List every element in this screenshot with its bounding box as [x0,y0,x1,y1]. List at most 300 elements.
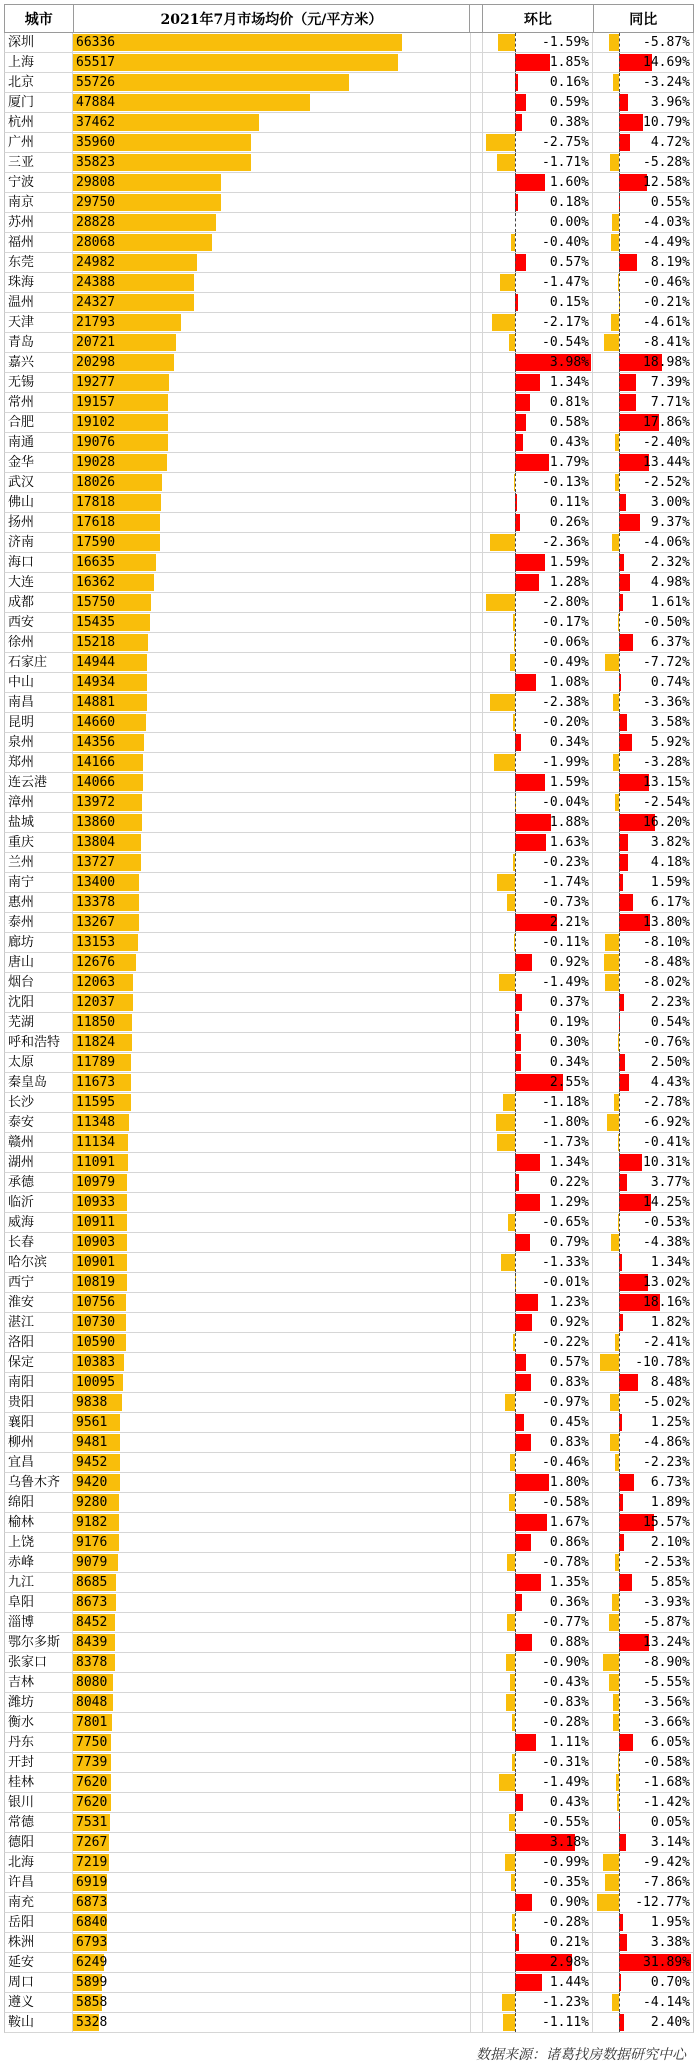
price-value: 13153 [76,935,116,950]
yoy-cell [593,1233,693,1252]
price-value: 5858 [76,1995,108,2010]
city-cell: 临沂 [5,1193,73,1212]
mom-axis [515,373,516,392]
mom-axis [515,1953,516,1972]
table-row [4,1713,694,1733]
yoy-value: -4.61% [643,315,690,330]
spacer-cell [471,1433,483,1452]
mom-bar [515,114,522,131]
mom-bar [515,994,522,1011]
yoy-axis [619,1433,620,1452]
mom-value: 1.34% [549,1155,589,1170]
mom-value: -0.49% [542,655,589,670]
mom-value: 0.83% [549,1375,589,1390]
yoy-cell [593,1273,693,1292]
data-source-note: 数据来源：诸葛找房数据研究中心 [476,2047,686,2063]
city-cell: 盐城 [5,813,73,832]
mom-axis [515,1753,516,1772]
table-row [4,1273,694,1293]
price-cell [73,473,471,492]
mom-bar [515,1154,540,1171]
mom-axis [515,253,516,272]
yoy-cell [593,1013,693,1032]
yoy-bar [619,1574,632,1591]
city-cell: 泰州 [5,913,73,932]
table-row [4,353,694,373]
city-cell: 许昌 [5,1873,73,1892]
spacer-cell [471,953,483,972]
mom-cell [483,1133,593,1152]
yoy-cell [593,353,693,372]
table-row [4,1033,694,1053]
yoy-axis [619,633,620,652]
mom-axis [515,1813,516,1832]
table-row [4,1133,694,1153]
city-cell: 银川 [5,1793,73,1812]
mom-value: -1.49% [542,1775,589,1790]
mom-cell [483,853,593,872]
yoy-bar [619,854,628,871]
city-cell: 金华 [5,453,73,472]
yoy-axis [619,733,620,752]
mom-cell [483,1313,593,1332]
price-bar [73,34,402,51]
yoy-value: -7.86% [643,1875,690,1890]
price-value: 14944 [76,655,116,670]
mom-value: -1.47% [542,275,589,290]
spacer-cell [471,1153,483,1172]
yoy-value: -5.55% [643,1675,690,1690]
mom-axis [515,473,516,492]
price-cell [73,1573,471,1592]
mom-value: -0.31% [542,1755,589,1770]
spacer-cell [471,1013,483,1032]
yoy-bar [619,1374,638,1391]
yoy-cell [593,613,693,632]
yoy-cell [593,1853,693,1872]
yoy-bar [619,1834,626,1851]
mom-axis [515,1933,516,1952]
table-row [4,933,694,953]
mom-value: -0.20% [542,715,589,730]
mom-value: 0.19% [549,1015,589,1030]
yoy-value: 3.38% [650,1935,690,1950]
mom-cell [483,373,593,392]
yoy-cell [593,393,693,412]
yoy-axis [619,1193,620,1212]
mom-cell [483,273,593,292]
yoy-value: -4.49% [643,235,690,250]
spacer-cell [471,1273,483,1292]
mom-value: 1.28% [549,575,589,590]
yoy-cell [593,1633,693,1652]
yoy-cell [593,813,693,832]
spacer-cell [471,693,483,712]
yoy-value: 8.48% [650,1375,690,1390]
yoy-cell [593,853,693,872]
price-cell [73,833,471,852]
price-value: 5328 [76,2015,108,2030]
yoy-cell [593,1393,693,1412]
spacer-cell [471,753,483,772]
price-value: 8080 [76,1675,108,1690]
city-cell: 九江 [5,1573,73,1592]
yoy-axis [619,133,620,152]
city-cell: 延安 [5,1953,73,1972]
price-cell [73,1653,471,1672]
price-value: 13804 [76,835,116,850]
mom-value: 0.92% [549,1315,589,1330]
mom-cell [483,213,593,232]
mom-cell [483,693,593,712]
yoy-bar [619,114,643,131]
price-value: 7620 [76,1795,108,1810]
spacer-cell [471,1813,483,1832]
table-row [4,1113,694,1133]
price-value: 10095 [76,1375,116,1390]
yoy-cell [593,1653,693,1672]
table-row [4,1633,694,1653]
city-cell: 秦皇岛 [5,1073,73,1092]
mom-axis [515,513,516,532]
spacer-cell [471,453,483,472]
price-cell [73,773,471,792]
price-value: 7801 [76,1715,108,1730]
price-cell [73,1973,471,1992]
price-cell [73,1373,471,1392]
price-cell [73,1533,471,1552]
city-cell: 兰州 [5,853,73,872]
yoy-cell [593,553,693,572]
mom-value: -0.13% [542,475,589,490]
mom-axis [515,1273,516,1292]
yoy-axis [619,1693,620,1712]
city-cell: 芜湖 [5,1013,73,1032]
spacer-cell [471,993,483,1012]
mom-value: 0.58% [549,415,589,430]
mom-axis [515,133,516,152]
price-value: 9420 [76,1475,108,1490]
table-row [4,1973,694,1993]
mom-cell [483,793,593,812]
mom-cell [483,533,593,552]
yoy-cell [593,93,693,112]
mom-axis [515,153,516,172]
mom-axis [515,353,516,372]
price-value: 10901 [76,1255,116,1270]
yoy-axis [619,1313,620,1332]
yoy-axis [619,1493,620,1512]
spacer-cell [471,1233,483,1252]
mom-axis [515,93,516,112]
mom-cell [483,293,593,312]
mom-bar [515,954,532,971]
mom-axis [515,453,516,472]
table-row [4,1073,694,1093]
yoy-value: 5.92% [650,735,690,750]
mom-bar [515,1434,531,1451]
mom-bar [515,254,526,271]
price-cell [73,1013,471,1032]
spacer-cell [471,1373,483,1392]
yoy-value: -0.46% [643,275,690,290]
price-cell [73,1713,471,1732]
yoy-bar [607,1114,619,1131]
price-cell [73,1633,471,1652]
spacer-cell [471,573,483,592]
table-row [4,1153,694,1173]
spacer-cell [471,813,483,832]
mom-axis [515,953,516,972]
mom-axis [515,833,516,852]
mom-cell [483,1573,593,1592]
mom-axis [515,573,516,592]
mom-axis [515,1253,516,1272]
yoy-axis [619,1213,620,1232]
mom-value: -0.40% [542,235,589,250]
yoy-bar [619,374,636,391]
price-value: 9280 [76,1495,108,1510]
yoy-value: 2.10% [650,1535,690,1550]
mom-axis [515,333,516,352]
price-value: 19102 [76,415,116,430]
mom-bar [515,1734,536,1751]
yoy-cell [593,1873,693,1892]
yoy-value: 4.18% [650,855,690,870]
city-cell: 常德 [5,1813,73,1832]
mom-axis [515,753,516,772]
mom-axis [515,33,516,52]
yoy-axis [619,1053,620,1072]
mom-axis [515,593,516,612]
price-table [4,4,694,2033]
spacer-cell [471,473,483,492]
table-row [4,853,694,873]
yoy-axis [619,173,620,192]
mom-axis [515,213,516,232]
price-cell [73,493,471,512]
mom-axis [515,1773,516,1792]
mom-bar [515,1414,524,1431]
yoy-bar [609,1674,619,1691]
price-value: 11673 [76,1075,116,1090]
mom-cell [483,253,593,272]
price-value: 28068 [76,235,116,250]
price-value: 47884 [76,95,116,110]
price-cell [73,613,471,632]
price-cell [73,793,471,812]
price-value: 12676 [76,955,116,970]
yoy-axis [619,473,620,492]
price-cell [73,353,471,372]
yoy-cell [593,1613,693,1632]
mom-axis [515,2013,516,2032]
city-cell: 赣州 [5,1133,73,1152]
spacer-cell [471,1133,483,1152]
mom-cell [483,513,593,532]
price-cell [73,1093,471,1112]
mom-axis [515,1073,516,1092]
yoy-cell [593,1493,693,1512]
mom-axis [515,293,516,312]
yoy-cell [593,473,693,492]
table-row [4,1173,694,1193]
price-value: 10979 [76,1175,116,1190]
mom-bar [515,414,526,431]
price-value: 10730 [76,1315,116,1330]
spacer-cell [471,1253,483,1272]
mom-axis [515,1473,516,1492]
mom-value: 1.29% [549,1195,589,1210]
table-row [4,2013,694,2033]
yoy-axis [619,853,620,872]
mom-value: 0.37% [549,995,589,1010]
mom-bar [497,874,515,891]
spacer-cell [471,1733,483,1752]
mom-value: -0.73% [542,895,589,910]
table-row [4,173,694,193]
mom-axis [515,1673,516,1692]
mom-axis [515,613,516,632]
mom-value: 3.98% [549,355,589,370]
city-cell: 深圳 [5,33,73,52]
city-cell: 绵阳 [5,1493,73,1512]
mom-axis [515,313,516,332]
yoy-cell [593,1713,693,1732]
price-value: 24327 [76,295,116,310]
mom-axis [515,53,516,72]
mom-cell [483,473,593,492]
table-row [4,213,694,233]
mom-axis [515,1913,516,1932]
city-cell: 张家口 [5,1653,73,1672]
spacer-cell [471,793,483,812]
yoy-value: 2.50% [650,1055,690,1070]
spacer-cell [471,1833,483,1852]
price-value: 14934 [76,675,116,690]
spacer-cell [471,1993,483,2012]
mom-bar [515,814,551,831]
price-cell [73,1493,471,1512]
yoy-value: 13.02% [643,1275,690,1290]
price-cell [73,213,471,232]
mom-value: 0.34% [549,1055,589,1070]
yoy-axis [619,1093,620,1112]
price-value: 15750 [76,595,116,610]
yoy-cell [593,893,693,912]
table-row [4,1853,694,1873]
city-cell: 哈尔滨 [5,1253,73,1272]
mom-value: -0.90% [542,1655,589,1670]
mom-cell [483,353,593,372]
mom-axis [515,553,516,572]
mom-cell [483,1593,593,1612]
city-cell: 鞍山 [5,2013,73,2032]
spacer-cell [471,73,483,92]
yoy-value: -0.53% [643,1215,690,1230]
price-value: 17818 [76,495,116,510]
yoy-cell [593,753,693,772]
yoy-axis [619,593,620,612]
mom-axis [515,533,516,552]
price-cell [73,653,471,672]
mom-cell [483,493,593,512]
mom-axis [515,173,516,192]
price-value: 7739 [76,1755,108,1770]
table-body [4,33,694,2033]
mom-axis [515,673,516,692]
mom-bar [515,1794,523,1811]
spacer-cell [471,1933,483,1952]
mom-bar [515,574,539,591]
price-value: 24982 [76,255,116,270]
spacer-cell [471,133,483,152]
city-cell: 贵阳 [5,1393,73,1412]
table-row [4,253,694,273]
table-row [4,1413,694,1433]
mom-cell [483,1753,593,1772]
yoy-value: -2.40% [643,435,690,450]
city-cell: 南京 [5,193,73,212]
yoy-axis [619,313,620,332]
yoy-axis [619,233,620,252]
mom-axis [515,1653,516,1672]
mom-axis [515,1453,516,1472]
price-value: 21793 [76,315,116,330]
price-cell [73,1313,471,1332]
price-cell [73,1453,471,1472]
price-value: 18026 [76,475,116,490]
spacer-cell [471,773,483,792]
mom-axis [515,1413,516,1432]
price-value: 15435 [76,615,116,630]
mom-bar [494,754,515,771]
yoy-value: -5.02% [643,1395,690,1410]
mom-value: -0.43% [542,1675,589,1690]
yoy-axis [619,1873,620,1892]
price-cell [73,1173,471,1192]
yoy-cell [593,1973,693,1992]
yoy-cell [593,1133,693,1152]
mom-cell [483,1233,593,1252]
table-row [4,473,694,493]
mom-cell [483,553,593,572]
mom-cell [483,1473,593,1492]
spacer-cell [471,1853,483,1872]
price-value: 11348 [76,1115,116,1130]
price-value: 14166 [76,755,116,770]
city-cell: 天津 [5,313,73,332]
price-value: 11091 [76,1155,116,1170]
table-row [4,893,694,913]
mom-cell [483,593,593,612]
yoy-cell [593,1453,693,1472]
city-cell: 北京 [5,73,73,92]
mom-axis [515,1553,516,1572]
mom-bar [515,1634,532,1651]
mom-cell [483,73,593,92]
yoy-bar [619,254,637,271]
yoy-cell [593,213,693,232]
table-row [4,1493,694,1513]
spacer-cell [471,1553,483,1572]
yoy-axis [619,1713,620,1732]
price-value: 8673 [76,1595,108,1610]
mom-axis [515,1133,516,1152]
mom-bar [502,1994,515,2011]
spacer-cell [471,193,483,212]
price-value: 10756 [76,1295,116,1310]
